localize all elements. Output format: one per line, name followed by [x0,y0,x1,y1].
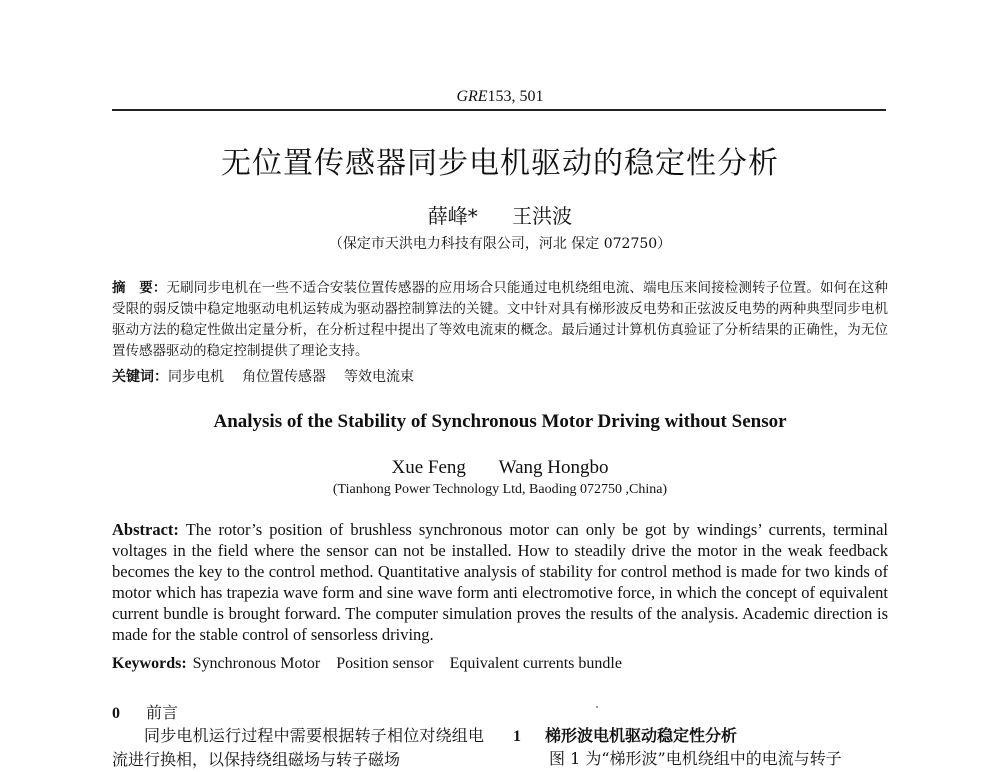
page-speck [596,706,598,708]
author-en-2: Wang Hongbo [498,457,609,478]
abstract-cn-text: 无刷同步电机在一些不适合安装位置传感器的应用场合只能通过电机绕组电流、端电压来间接检测转子位置。如何在这种受限的弱反馈中稳定地驱动电机运转成为驱动器控制算法的关键。文中针对具有梯形波反电势和正弦波反电势的两种典型同步电机驱动方法的稳定性做出定量分析，在分析过程中提出了等效电流束的概念。最后通过计算机仿真验证了分析结果的正确性，为无位置传感器驱动的稳定控制提供了理论支持。 [112,280,889,359]
keywords-cn [112,366,888,386]
abstract-en-label: Abstract: [112,520,179,539]
author-en-1: Xue Feng [391,457,466,478]
keyword-en-2: Position sensor [336,655,434,672]
paper-title-cn: 无位置传感器同步电机驱动的稳定性分析 [221,146,779,181]
abstract-cn [112,278,888,362]
keywords-en-label: Keywords: [112,655,187,672]
abstract-cn-label: 摘 要： [112,280,167,296]
author-cn-2: 王洪波 [512,204,573,228]
keywords-cn-label: 关键词： [112,369,168,385]
author-cn-1: 薛峰* [427,204,478,228]
keywords-en [112,655,888,673]
abstract-en [112,519,888,645]
authors-en [0,457,1000,479]
authors-cn [0,200,1000,229]
affiliation-en: (Tianhong Power Technology Ltd, Baoding 072750 ,China) [332,482,668,497]
section-1-title: 梯形波电机驱动稳定性分析 [545,726,738,745]
section-0-body: 同步电机运行过程中需要根据转子相位对绕组电流进行换相，以保持绕组磁场与转子磁场 [112,726,484,769]
section-0-title: 前言 [146,703,179,722]
header-rule [112,109,886,111]
classification-number [0,88,1000,106]
classification-rest: 153, 501 [487,88,544,105]
keyword-en-3: Equivalent currents bundle [449,655,622,672]
keyword-cn-2: 角位置传感器 [242,369,326,385]
section-1-body: 图 1 为“梯形波”电机绕组中的电流与转子 [549,749,842,768]
affiliation-cn: （保定市天洪电力科技有限公司，河北 保定 072750） [328,236,672,252]
section-0-heading [112,700,178,723]
classification-prefix: GRE [456,88,488,105]
section-1-heading [513,723,737,746]
keyword-en-1: Synchronous Motor [192,655,321,672]
paper-title-en: Analysis of the Stability of Synchronous Motor Driving without Sensor [213,411,787,432]
keyword-cn-1: 同步电机 [168,369,224,385]
abstract-en-text: The rotor’s position of brushless synchronous motor can only be got by windings’ currents, terminal voltages in the field where the sensor can not be installed. How to steadily drive the motor in the weak feedback becomes the key to the control method. Quantitative analysis of stability for control method is made for two kinds of motor which has trapezia wave form and sine wave form anti electromotive force, in which the concept of equivalent current bundle is brought forward. The computer simulation proves the results of the analysis. Academic direction is made for the stable control of sensorless driving. [112,520,889,644]
section-1-number: 1 [513,728,521,745]
keyword-cn-3: 等效电流束 [344,369,414,385]
section-0-number: 0 [112,705,120,722]
